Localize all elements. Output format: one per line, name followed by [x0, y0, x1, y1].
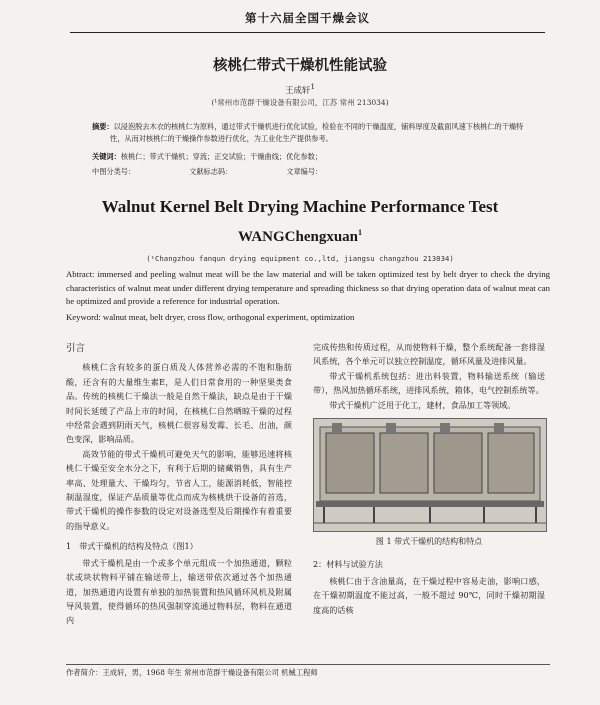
- chinese-keywords-text: 核桃仁；带式干燥机；穿流；正交试验；干燥曲线；优化参数；: [120, 152, 323, 161]
- english-affiliation: (¹Changzhou fanqun drying equipment co.,ltd, jiangsu changzhou 213034): [146, 254, 454, 263]
- chinese-affiliation: (¹常州市范群干燥设备有限公司，江苏 常州 213034): [211, 98, 389, 107]
- chinese-keywords: [92, 152, 536, 162]
- chinese-author-sup: 1: [310, 82, 316, 91]
- left-column: [66, 340, 292, 628]
- running-header: 第十六届全国干燥会议: [70, 8, 545, 33]
- intro-paragraph-1: 核桃仁含有较多的蛋白质及人体营养必需的不饱和脂肪酸，还含有的大量维生素E，是人们日常食用的一种坚果类食品。传统的核桃仁干燥法一般是自然干燥法，缺点是由于干燥时间长延缓了产品上市的时间，在核桃仁自然晒晾干燥的过程中经常会遇到阴雨天气，核桃仁很容易发霉、长毛、出油，颜色变深，影响品质。: [66, 362, 292, 445]
- intro-paragraph-2: 高效节能的带式干燥机可避免天气的影响，能够迅速将核桃仁干燥至安全水分之下，有利于后期的储藏销售，具有生产率高、处理量大、干燥均匀，节省人工，能源消耗低，智能控制温湿度，保证产品质量等优点而成为核桃烘干设备的首选，带式干燥机的操作参数的设定对设备选型及后期操作有着重要的指导意义。: [66, 448, 292, 531]
- english-keywords-label: Keyword:: [66, 312, 101, 322]
- english-author: [0, 228, 600, 246]
- chinese-abstract-label: 摘要：: [92, 122, 114, 131]
- right-paragraph-2: 带式干燥机广泛用于化工，建材，食品加工等领域。: [329, 399, 516, 410]
- english-author-name: WANGChengxuan: [237, 229, 359, 245]
- right-paragraph-1: 带式干燥机系统包括：进出料装置，物料输送系统（输送带），热风加热循环系统，进排风系统，箱体，电气控制系统等。: [313, 370, 545, 396]
- class-number-label: 中图分类号：: [92, 167, 136, 176]
- chinese-abstract-text: 以浸泡脱去木衣的核桃仁为原料，通过带式干燥机进行优化试验，检验在不同的干燥温度，铺料厚度及截面风速下核桃仁的干燥特性，从而对核桃仁的干燥操作参数进行优化，为工业化生产提供参考。: [110, 122, 524, 143]
- dryer-figure: [313, 418, 547, 532]
- section-2-paragraph: 核桃仁由于含油量高，在干燥过程中容易走油，影响口感，在干燥初期温度不能过高，一般不超过 90℃，同时干燥初期湿度高的话核: [313, 575, 545, 615]
- english-keywords: [66, 312, 550, 322]
- section-1-paragraph: 带式干燥机是由一个或多个单元组成一个加热通道，颗粒状或块状物料平铺在输送带上，输送带依次通过各个加热通道，加热通道内设置有单独的加热装置和热风循环风机及附属导风装置，使得循环的热风强制穿流通过物料层，物料在通道内: [66, 557, 292, 626]
- right-column: [313, 340, 545, 617]
- section-2-heading: 2：材料与试验方法: [313, 559, 383, 570]
- english-author-sup: 1: [358, 228, 363, 237]
- belt-dryer-drawing: [314, 419, 546, 531]
- doc-code-label: 文献标志码：: [189, 167, 233, 176]
- english-abstract-label: Abtract:: [66, 269, 95, 279]
- figure-caption: 图 1 带式干燥机的结构和特点: [375, 537, 483, 547]
- chinese-author: [0, 82, 600, 96]
- section-1-heading: 1 带式干燥机的结构及特点（图1）: [66, 541, 198, 552]
- chinese-author-name: 王成轩: [284, 85, 311, 96]
- english-abstract: [66, 268, 550, 309]
- author-footnote: 作者简介：王成轩，男，1968 年生 常州市范群干燥设备有限公司 机械工程师: [66, 664, 550, 678]
- chinese-abstract: [92, 121, 536, 145]
- intro-heading: 引言: [66, 343, 86, 354]
- english-keywords-text: walnut meat, belt dryer, cross flow, orthogonal experiment, optimization: [102, 312, 355, 322]
- english-abstract-text: immersed and peeling walnut meat will be the law material and will be taken optimized test by belt dryer to check the drying characteristics of walnut meat under different drying temperature and spreading thickness so that drying operation data of walnut meat can be optimized and provide a reference for industrial operation.: [66, 269, 551, 306]
- chinese-title: 核桃仁带式干燥机性能试验: [213, 58, 387, 74]
- article-number-label: 文章编号：: [286, 167, 323, 176]
- english-title: Walnut Kernel Belt Drying Machine Performance Test: [101, 197, 499, 216]
- classification-row: [92, 167, 536, 177]
- right-paragraph-continued: 完成传热和传质过程，从而使物料干燥，整个系统配备一套排湿风系统，各个单元可以独立控制温度，循环风量及进排风量。: [313, 342, 545, 367]
- chinese-keywords-label: 关键词：: [92, 152, 121, 161]
